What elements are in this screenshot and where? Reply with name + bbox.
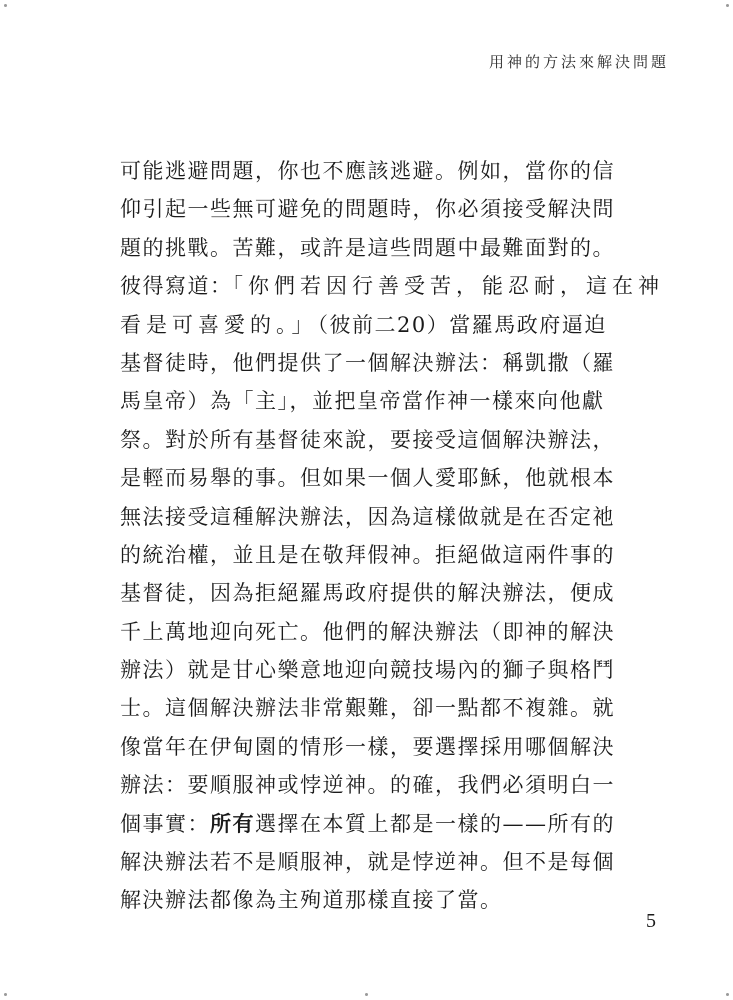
crop-mark — [365, 993, 368, 996]
crop-mark — [4, 993, 7, 996]
line-text: 個事實： — [120, 811, 210, 836]
text-line: 千上萬地迎向死亡。他們的解決辦法（即神的解決 — [120, 619, 615, 644]
emphasis-text: 所有 — [210, 811, 255, 836]
page-number: 5 — [646, 910, 656, 932]
crop-mark — [726, 4, 729, 7]
text-line: 像當年在伊甸園的情形一樣，要選擇採用哪個解決 — [120, 734, 615, 759]
text-line: 辦法：要順服神或悖逆神。的確，我們必須明白一 — [120, 773, 615, 798]
text-line: 仰引起一些無可避免的問題時，你必須接受解決問 — [120, 197, 615, 222]
text-line: 題的挑戰。苦難，或許是這些問題中最難面對的。 — [120, 235, 615, 260]
body-paragraph — [120, 152, 664, 920]
text-line: 馬皇帝）為「主」，並把皇帝當作神一樣來向他獻 — [120, 389, 605, 414]
line-text: 彼得寫道： — [120, 274, 233, 299]
text-line: 基督徒時，他們提供了一個解決辦法：稱凱撒（羅 — [120, 350, 615, 375]
text-line — [120, 267, 664, 305]
crop-mark — [726, 993, 729, 996]
line-text: 選擇在本質上都是一樣的——所有的 — [255, 811, 615, 836]
text-line: 解決辦法若不是順服神，就是悖逆神。但不是每個 — [120, 850, 615, 875]
scripture-quote: 「你們若因行善受苦，能忍耐，這在神 — [232, 274, 664, 299]
crop-mark — [4, 4, 7, 7]
text-line: 解決辦法都像為主殉道那樣直接了當。 — [120, 888, 503, 913]
text-line: 可能逃避問題，你也不應該逃避。例如，當你的信 — [120, 159, 615, 183]
text-line — [120, 306, 620, 344]
running-head: 用神的方法來解決問題 — [488, 53, 669, 71]
text-line: 祭。對於所有基督徒來說，要接受這個解決辦法， — [120, 427, 615, 452]
scripture-quote: 看是可喜愛的。」 — [120, 312, 318, 337]
text-line: 是輕而易舉的事。但如果一個人愛耶穌，他就根本 — [120, 466, 615, 491]
text-line: 辦法）就是甘心樂意地迎向競技場內的獅子與格鬥 — [120, 658, 615, 683]
text-line: 的統治權，並且是在敬拜假神。拒絕做這兩件事的 — [120, 542, 615, 567]
text-line: 士。這個解決辦法非常艱難，卻一點都不複雜。就 — [120, 696, 615, 721]
text-line: 基督徒，因為拒絕羅馬政府提供的解決辦法，便成 — [120, 581, 615, 606]
text-line: 無法接受這種解決辦法，因為這樣做就是在否定祂 — [120, 504, 615, 529]
line-text: （彼前二20）當羅馬政府逼迫 — [317, 312, 607, 337]
text-line — [120, 805, 620, 843]
